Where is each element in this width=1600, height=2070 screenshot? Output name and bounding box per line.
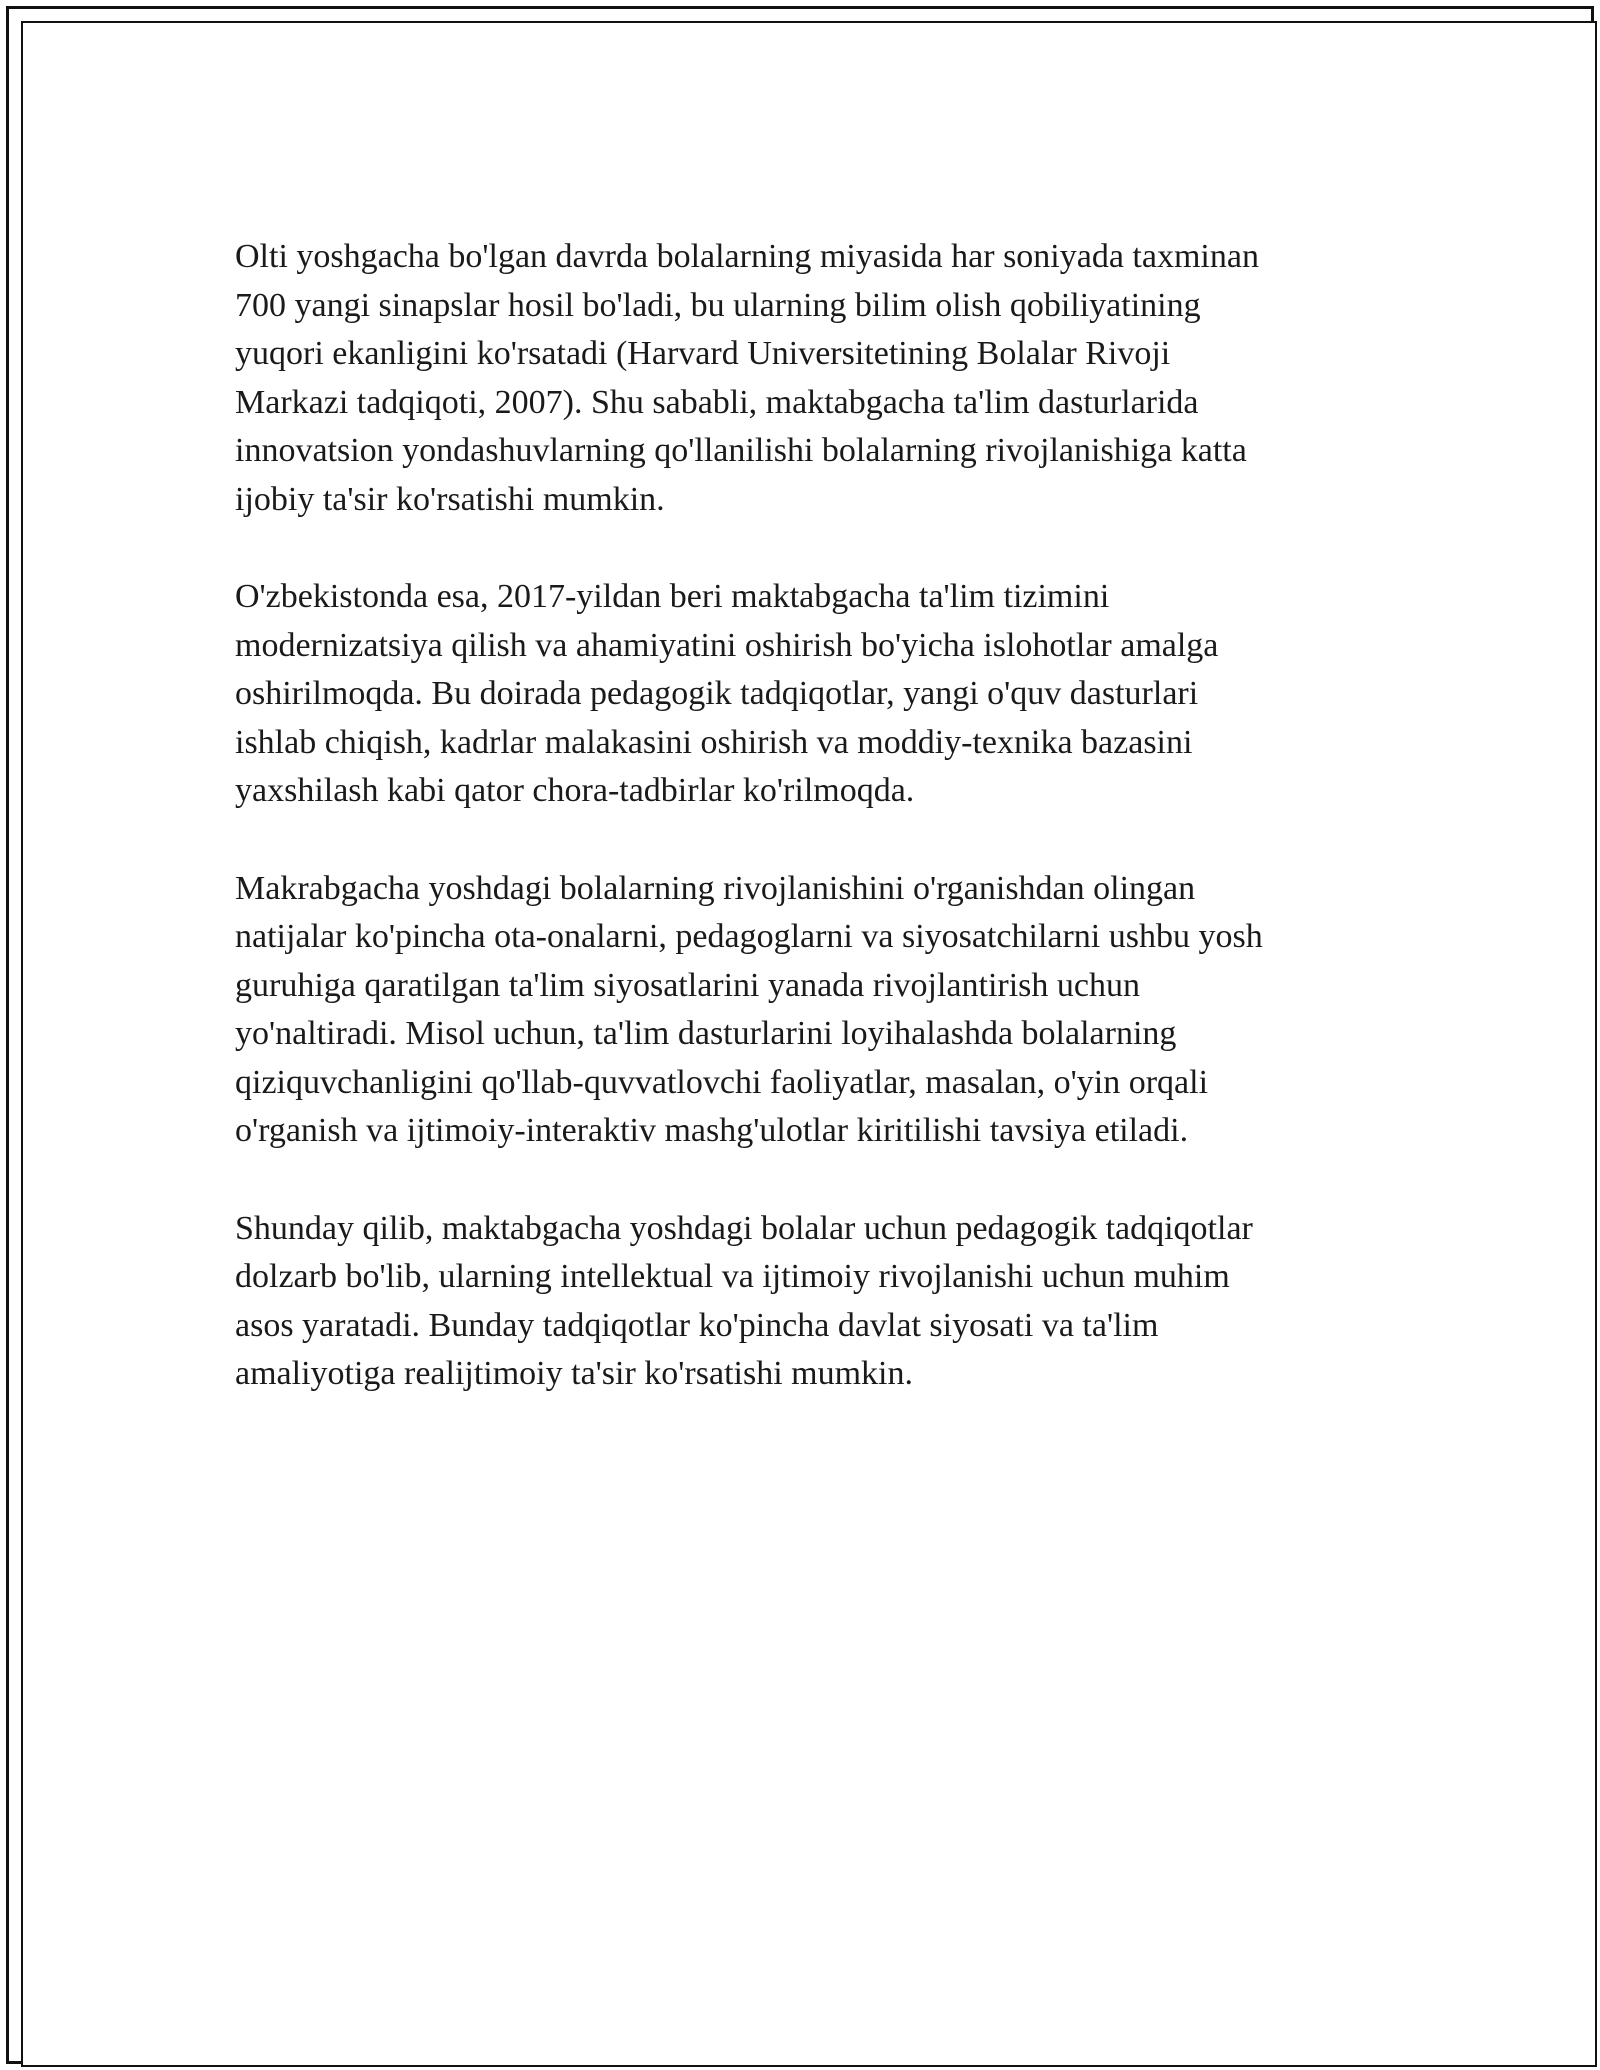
paragraph-line: natijalar ko'pincha ota-onalarni, pedagoglarni va siyosatchilarni ushbu yosh bbox=[235, 918, 1263, 955]
paragraph-line: Shunday qilib, maktabgacha yoshdagi bolalar uchun pedagogik tadqiqotlar bbox=[235, 1209, 1253, 1247]
paragraph-line: Olti yoshgacha bo'lgan davrda bolalarning miyasida har soniyada taxminan bbox=[235, 238, 1259, 275]
paragraph-2 bbox=[235, 573, 1355, 816]
paragraph-line: modernizatsiya qilish va ahamiyatini oshirish bo'yicha islohotlar amalga bbox=[235, 626, 1219, 664]
document-body bbox=[235, 233, 1355, 1448]
paragraph-line: yaxshilash kabi qator chora-tadbirlar ko'rilmoqda. bbox=[235, 772, 915, 809]
paragraph-line: asos yaratadi. Bunday tadqiqotlar ko'pincha davlat siyosati va ta'lim bbox=[235, 1306, 1159, 1344]
paragraph-line: 700 yangi sinapslar hosil bo'ladi, bu ularning bilim olish qobiliyatining bbox=[235, 286, 1201, 324]
paragraph-line: oshirilmoqda. Bu doirada pedagogik tadqiqotlar, yangi o'quv dasturlari bbox=[235, 675, 1199, 712]
paragraph-line: Markazi tadqiqoti, 2007). Shu sababli, maktabgacha ta'lim dasturlarida bbox=[235, 383, 1199, 421]
paragraph-line: innovatsion yondashuvlarning qo'llanilishi bolalarning rivojlanishiga katta bbox=[235, 432, 1247, 469]
paragraph-line: dolzarb bo'lib, ularning intellektual va ijtimoiy rivojlanishi uchun muhim bbox=[235, 1258, 1230, 1295]
paragraph-line: O'zbekistonda esa, 2017-yildan beri maktabgacha ta'lim tizimini bbox=[235, 578, 1110, 615]
paragraph-line: amaliyotiga realijtimoiy ta'sir ko'rsatishi mumkin. bbox=[235, 1355, 913, 1392]
paragraph-3 bbox=[235, 865, 1355, 1156]
paragraph-line: ishlab chiqish, kadrlar malakasini oshirish va moddiy-texnika bazasini bbox=[235, 723, 1193, 761]
paragraph-line: Makrabgacha yoshdagi bolalarning rivojlanishini o'rganishdan olingan bbox=[235, 869, 1196, 907]
paragraph-line: yuqori ekanligini ko'rsatadi (Harvard Universitetining Bolalar Rivoji bbox=[235, 335, 1171, 372]
paragraph-line: guruhiga qaratilgan ta'lim siyosatlarini yanada rivojlantirish uchun bbox=[235, 966, 1141, 1004]
paragraph-line: ijobiy ta'sir ko'rsatishi mumkin. bbox=[235, 480, 665, 518]
paragraph-4 bbox=[235, 1205, 1355, 1399]
paragraph-1 bbox=[235, 233, 1355, 524]
paragraph-line: yo'naltiradi. Misol uchun, ta'lim dasturlarini loyihalashda bolalarning bbox=[235, 1015, 1177, 1052]
paragraph-line: qiziquvchanligini qo'llab-quvvatlovchi faoliyatlar, masalan, o'yin orqali bbox=[235, 1063, 1209, 1101]
paragraph-line: o'rganish va ijtimoiy-interaktiv mashg'ulotlar kiritilishi tavsiya etiladi. bbox=[235, 1112, 1189, 1149]
